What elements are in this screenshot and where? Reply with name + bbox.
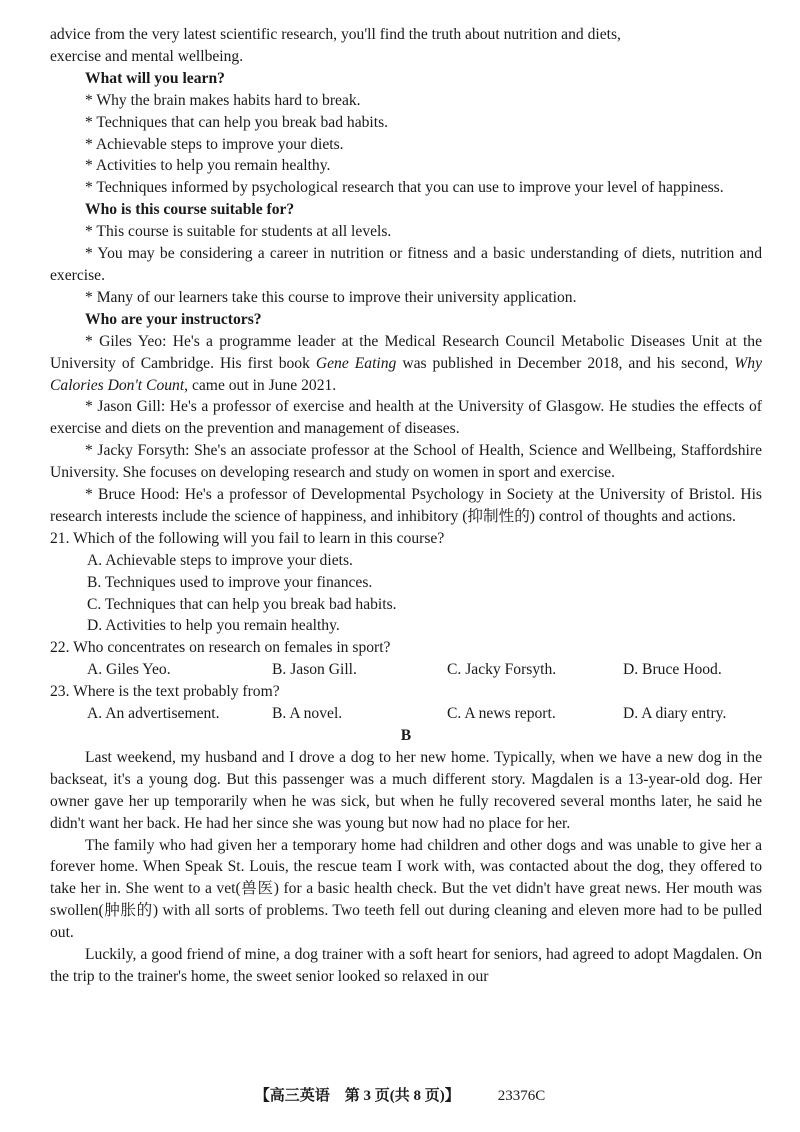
passage-b-paragraph: The family who had given her a temporary home had children and other dogs and was unable to give her a forever home. When Speak St. Louis, the rescue team I work with, was contacted about the dog, they offered to take her in. She went to a vet(兽医) for a basic health check. But the vet didn't have great news. Her mouth was swollen(肿胀的) with all sorts of problems. Two teeth fell out during cleaning and eleven more had to be pulled out. [50,836,762,942]
learn-item: * Techniques informed by psychological research that you can use to improve your level of happiness. [85,179,724,197]
book-title: Why Calories Don't Count [50,354,762,394]
intro-line-2: exercise and mental wellbeing. [50,47,244,65]
passage-b-paragraph: Luckily, a good friend of mine, a dog trainer with a soft heart for seniors, had agreed to adopt Magdalen. On the trip to the trainer's home, the sweet senior looked so relaxed in our [50,946,762,985]
footer-code: 23376C [497,1088,546,1104]
instructor-text: was published in December 2018, and his second, [396,354,735,372]
question-22-option: A. Giles Yeo. [87,661,171,679]
question-22-option: D. Bruce Hood. [623,661,722,679]
question-21-option: B. Techniques used to improve your finances. [87,573,373,591]
question-21-option: A. Achievable steps to improve your diets. [87,551,353,569]
book-title: Gene Eating [315,354,397,372]
instructor-bruce-hood: * Bruce Hood: He's a professor of Developmental Psychology in Society at the University of Bristol. His research interests include the science of happiness, and inhibitory (抑制性的) control of thoughts and actions. [50,486,762,525]
question-21-option: D. Activities to help you remain healthy. [87,617,340,635]
passage-b-paragraph: Last weekend, my husband and I drove a dog to her new home. Typically, when we have a new dog in the backseat, it's a young dog. But this passenger was a much different story. Magdalen is a 13-year-old dog. Her owner gave her up temporarily when he was sick, but when he fully recovered several months later, he said he didn't want her back. He had her since she was young but now had no place for her. [50,748,762,832]
instructor-jason-gill: * Jason Gill: He's a professor of exercise and health at the University of Glasgow. He studies the effects of exercise and diets on the prevention and management of diseases. [50,398,762,438]
learn-heading: What will you learn? [85,69,225,87]
page-footer [0,1086,800,1108]
question-23-option: B. A novel. [272,705,343,723]
question-23-stem: 23. Where is the text probably from? [50,683,280,701]
learn-item: * Activities to help you remain healthy. [85,157,331,175]
question-23-option: D. A diary entry. [623,705,727,723]
suitable-heading: Who is this course suitable for? [85,201,295,219]
learn-item: * Achievable steps to improve your diets. [85,135,344,153]
question-22-stem: 22. Who concentrates on research on females in sport? [50,639,391,657]
question-23-options [50,703,762,725]
footer-title: 【高三英语 第 3 页(共 8 页)】 [254,1088,460,1104]
learn-item: * Why the brain makes habits hard to break. [85,91,361,109]
question-21-option: C. Techniques that can help you break bad habits. [87,595,397,613]
instructor-text: * Giles Yeo: He's a programme leader at the Medical Research Council Metabolic Diseases Unit at the University of Cambridge. His first book [50,332,762,372]
page-content [50,24,762,988]
instructors-heading: Who are your instructors? [85,310,262,328]
question-22-options [50,659,762,681]
question-21-stem: 21. Which of the following will you fail to learn in this course? [50,529,445,547]
question-23-option: C. A news report. [447,705,556,723]
question-22-option: B. Jason Gill. [272,661,357,679]
suitable-item: * You may be considering a career in nutrition or fitness and a basic understanding of diets, nutrition and exercise. [50,245,762,284]
section-b-label: B [400,727,412,744]
instructor-text: , came out in June 2021. [184,376,337,394]
instructor-jacky-forsyth: * Jacky Forsyth: She's an associate professor at the School of Health, Science and Wellbeing, Staffordshire University. She focuses on developing research and study on women in sport and exercise. [50,442,762,482]
suitable-item: * This course is suitable for students at all levels. [85,223,392,241]
question-23-option: A. An advertisement. [87,705,220,723]
instructor-giles-yeo [50,331,762,397]
intro-line-1: advice from the very latest scientific research, you'll find the truth about nutrition and diets, [50,26,621,43]
question-22-option: C. Jacky Forsyth. [447,661,557,679]
suitable-item: * Many of our learners take this course to improve their university application. [85,288,577,306]
learn-item: * Techniques that can help you break bad habits. [85,113,389,131]
